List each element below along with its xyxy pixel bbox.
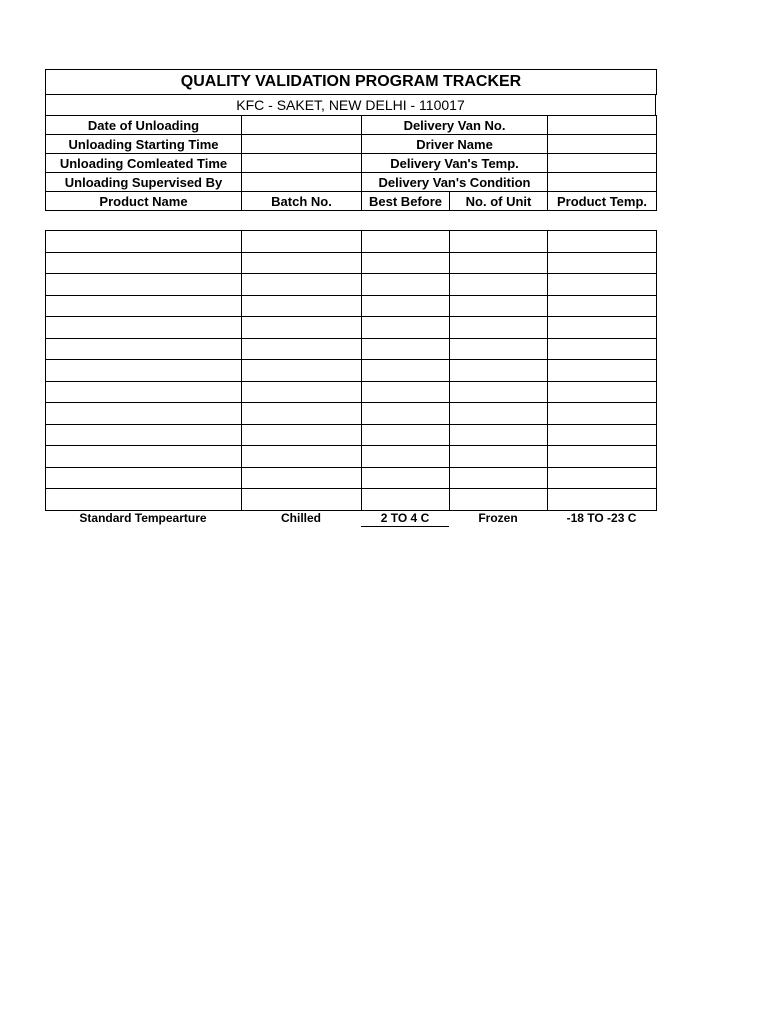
batch-no-cell[interactable]	[242, 360, 362, 382]
chilled-label: Chilled	[280, 510, 321, 525]
table-row	[46, 446, 657, 468]
col-header-product-temp: Product Temp.	[548, 192, 657, 211]
product-temp-cell[interactable]	[548, 338, 657, 360]
title-table	[45, 69, 657, 95]
batch-no-cell[interactable]	[242, 338, 362, 360]
best-before-cell[interactable]	[362, 252, 450, 274]
batch-no-cell[interactable]	[242, 489, 362, 511]
info-label: Delivery Van's Temp.	[362, 154, 548, 173]
best-before-cell[interactable]	[362, 403, 450, 425]
product-temp-cell[interactable]	[548, 231, 657, 253]
info-label: Date of Unloading	[46, 116, 242, 135]
tracker-sheet	[45, 69, 656, 529]
page-title: QUALITY VALIDATION PROGRAM TRACKER	[46, 70, 657, 95]
batch-no-cell[interactable]	[242, 403, 362, 425]
spacer	[45, 211, 656, 230]
info-label: Delivery Van No.	[362, 116, 548, 135]
frozen-label: Frozen	[478, 510, 518, 525]
product-temp-cell[interactable]	[548, 317, 657, 339]
info-value-cell[interactable]	[548, 135, 657, 154]
standard-label: Standard Tempearture	[79, 510, 207, 525]
product-temp-cell[interactable]	[548, 295, 657, 317]
no-of-unit-cell[interactable]	[450, 252, 548, 274]
col-header-no-of-unit: No. of Unit	[450, 192, 548, 211]
no-of-unit-cell[interactable]	[450, 295, 548, 317]
info-label: Delivery Van's Condition	[362, 173, 548, 192]
info-value-cell[interactable]	[548, 116, 657, 135]
product-name-cell[interactable]	[46, 317, 242, 339]
product-name-cell[interactable]	[46, 338, 242, 360]
product-temp-cell[interactable]	[548, 467, 657, 489]
best-before-cell[interactable]	[362, 446, 450, 468]
info-row	[46, 173, 657, 192]
batch-no-cell[interactable]	[242, 295, 362, 317]
batch-no-cell[interactable]	[242, 446, 362, 468]
col-header-best-before: Best Before	[362, 192, 450, 211]
info-row	[46, 116, 657, 135]
product-temp-cell[interactable]	[548, 403, 657, 425]
no-of-unit-cell[interactable]	[450, 231, 548, 253]
best-before-cell[interactable]	[362, 231, 450, 253]
batch-no-cell[interactable]	[242, 231, 362, 253]
best-before-cell[interactable]	[362, 317, 450, 339]
chilled-range: 2 TO 4 C	[361, 511, 449, 527]
info-value-cell[interactable]	[548, 154, 657, 173]
no-of-unit-cell[interactable]	[450, 338, 548, 360]
product-temp-cell[interactable]	[548, 274, 657, 296]
table-row	[46, 489, 657, 511]
best-before-cell[interactable]	[362, 381, 450, 403]
info-label: Unloading Comleated Time	[46, 154, 242, 173]
no-of-unit-cell[interactable]	[450, 360, 548, 382]
no-of-unit-cell[interactable]	[450, 446, 548, 468]
product-name-cell[interactable]	[46, 252, 242, 274]
product-name-cell[interactable]	[46, 231, 242, 253]
product-name-cell[interactable]	[46, 489, 242, 511]
best-before-cell[interactable]	[362, 338, 450, 360]
batch-no-cell[interactable]	[242, 252, 362, 274]
table-row	[46, 467, 657, 489]
product-name-cell[interactable]	[46, 424, 242, 446]
entry-table	[45, 230, 657, 511]
info-body	[46, 116, 657, 192]
batch-no-cell[interactable]	[242, 424, 362, 446]
info-value-cell[interactable]	[242, 135, 362, 154]
info-label: Unloading Starting Time	[46, 135, 242, 154]
standard-temperature-row	[45, 511, 656, 529]
best-before-cell[interactable]	[362, 424, 450, 446]
table-row	[46, 231, 657, 253]
product-temp-cell[interactable]	[548, 252, 657, 274]
col-header-product-name: Product Name	[46, 192, 242, 211]
table-row	[46, 381, 657, 403]
no-of-unit-cell[interactable]	[450, 381, 548, 403]
product-name-cell[interactable]	[46, 295, 242, 317]
table-row	[46, 360, 657, 382]
product-name-cell[interactable]	[46, 360, 242, 382]
info-label: Driver Name	[362, 135, 548, 154]
best-before-cell[interactable]	[362, 360, 450, 382]
table-row	[46, 274, 657, 296]
product-name-cell[interactable]	[46, 403, 242, 425]
table-row	[46, 317, 657, 339]
info-row	[46, 154, 657, 173]
table-row	[46, 295, 657, 317]
info-value-cell[interactable]	[242, 173, 362, 192]
location-subtitle: KFC - SAKET, NEW DELHI - 110017	[45, 95, 656, 115]
info-value-cell[interactable]	[242, 154, 362, 173]
best-before-cell[interactable]	[362, 489, 450, 511]
table-row	[46, 424, 657, 446]
best-before-cell[interactable]	[362, 274, 450, 296]
info-label: Unloading Supervised By	[46, 173, 242, 192]
info-table	[45, 115, 657, 211]
product-name-cell[interactable]	[46, 467, 242, 489]
no-of-unit-cell[interactable]	[450, 317, 548, 339]
product-temp-cell[interactable]	[548, 424, 657, 446]
best-before-cell[interactable]	[362, 467, 450, 489]
best-before-cell[interactable]	[362, 295, 450, 317]
info-value-cell[interactable]	[242, 116, 362, 135]
info-value-cell[interactable]	[548, 173, 657, 192]
col-header-batch-no: Batch No.	[242, 192, 362, 211]
product-temp-cell[interactable]	[548, 489, 657, 511]
batch-no-cell[interactable]	[242, 467, 362, 489]
product-temp-cell[interactable]	[548, 381, 657, 403]
no-of-unit-cell[interactable]	[450, 467, 548, 489]
product-temp-cell[interactable]	[548, 446, 657, 468]
no-of-unit-cell[interactable]	[450, 424, 548, 446]
no-of-unit-cell[interactable]	[450, 489, 548, 511]
batch-no-cell[interactable]	[242, 274, 362, 296]
product-name-cell[interactable]	[46, 446, 242, 468]
product-name-cell[interactable]	[46, 381, 242, 403]
table-row	[46, 338, 657, 360]
info-row	[46, 135, 657, 154]
frozen-range: -18 TO -23 C	[566, 510, 637, 525]
batch-no-cell[interactable]	[242, 317, 362, 339]
table-row	[46, 252, 657, 274]
column-header-row	[46, 192, 657, 211]
entry-body	[46, 231, 657, 511]
batch-no-cell[interactable]	[242, 381, 362, 403]
table-row	[46, 403, 657, 425]
no-of-unit-cell[interactable]	[450, 274, 548, 296]
no-of-unit-cell[interactable]	[450, 403, 548, 425]
product-name-cell[interactable]	[46, 274, 242, 296]
product-temp-cell[interactable]	[548, 360, 657, 382]
